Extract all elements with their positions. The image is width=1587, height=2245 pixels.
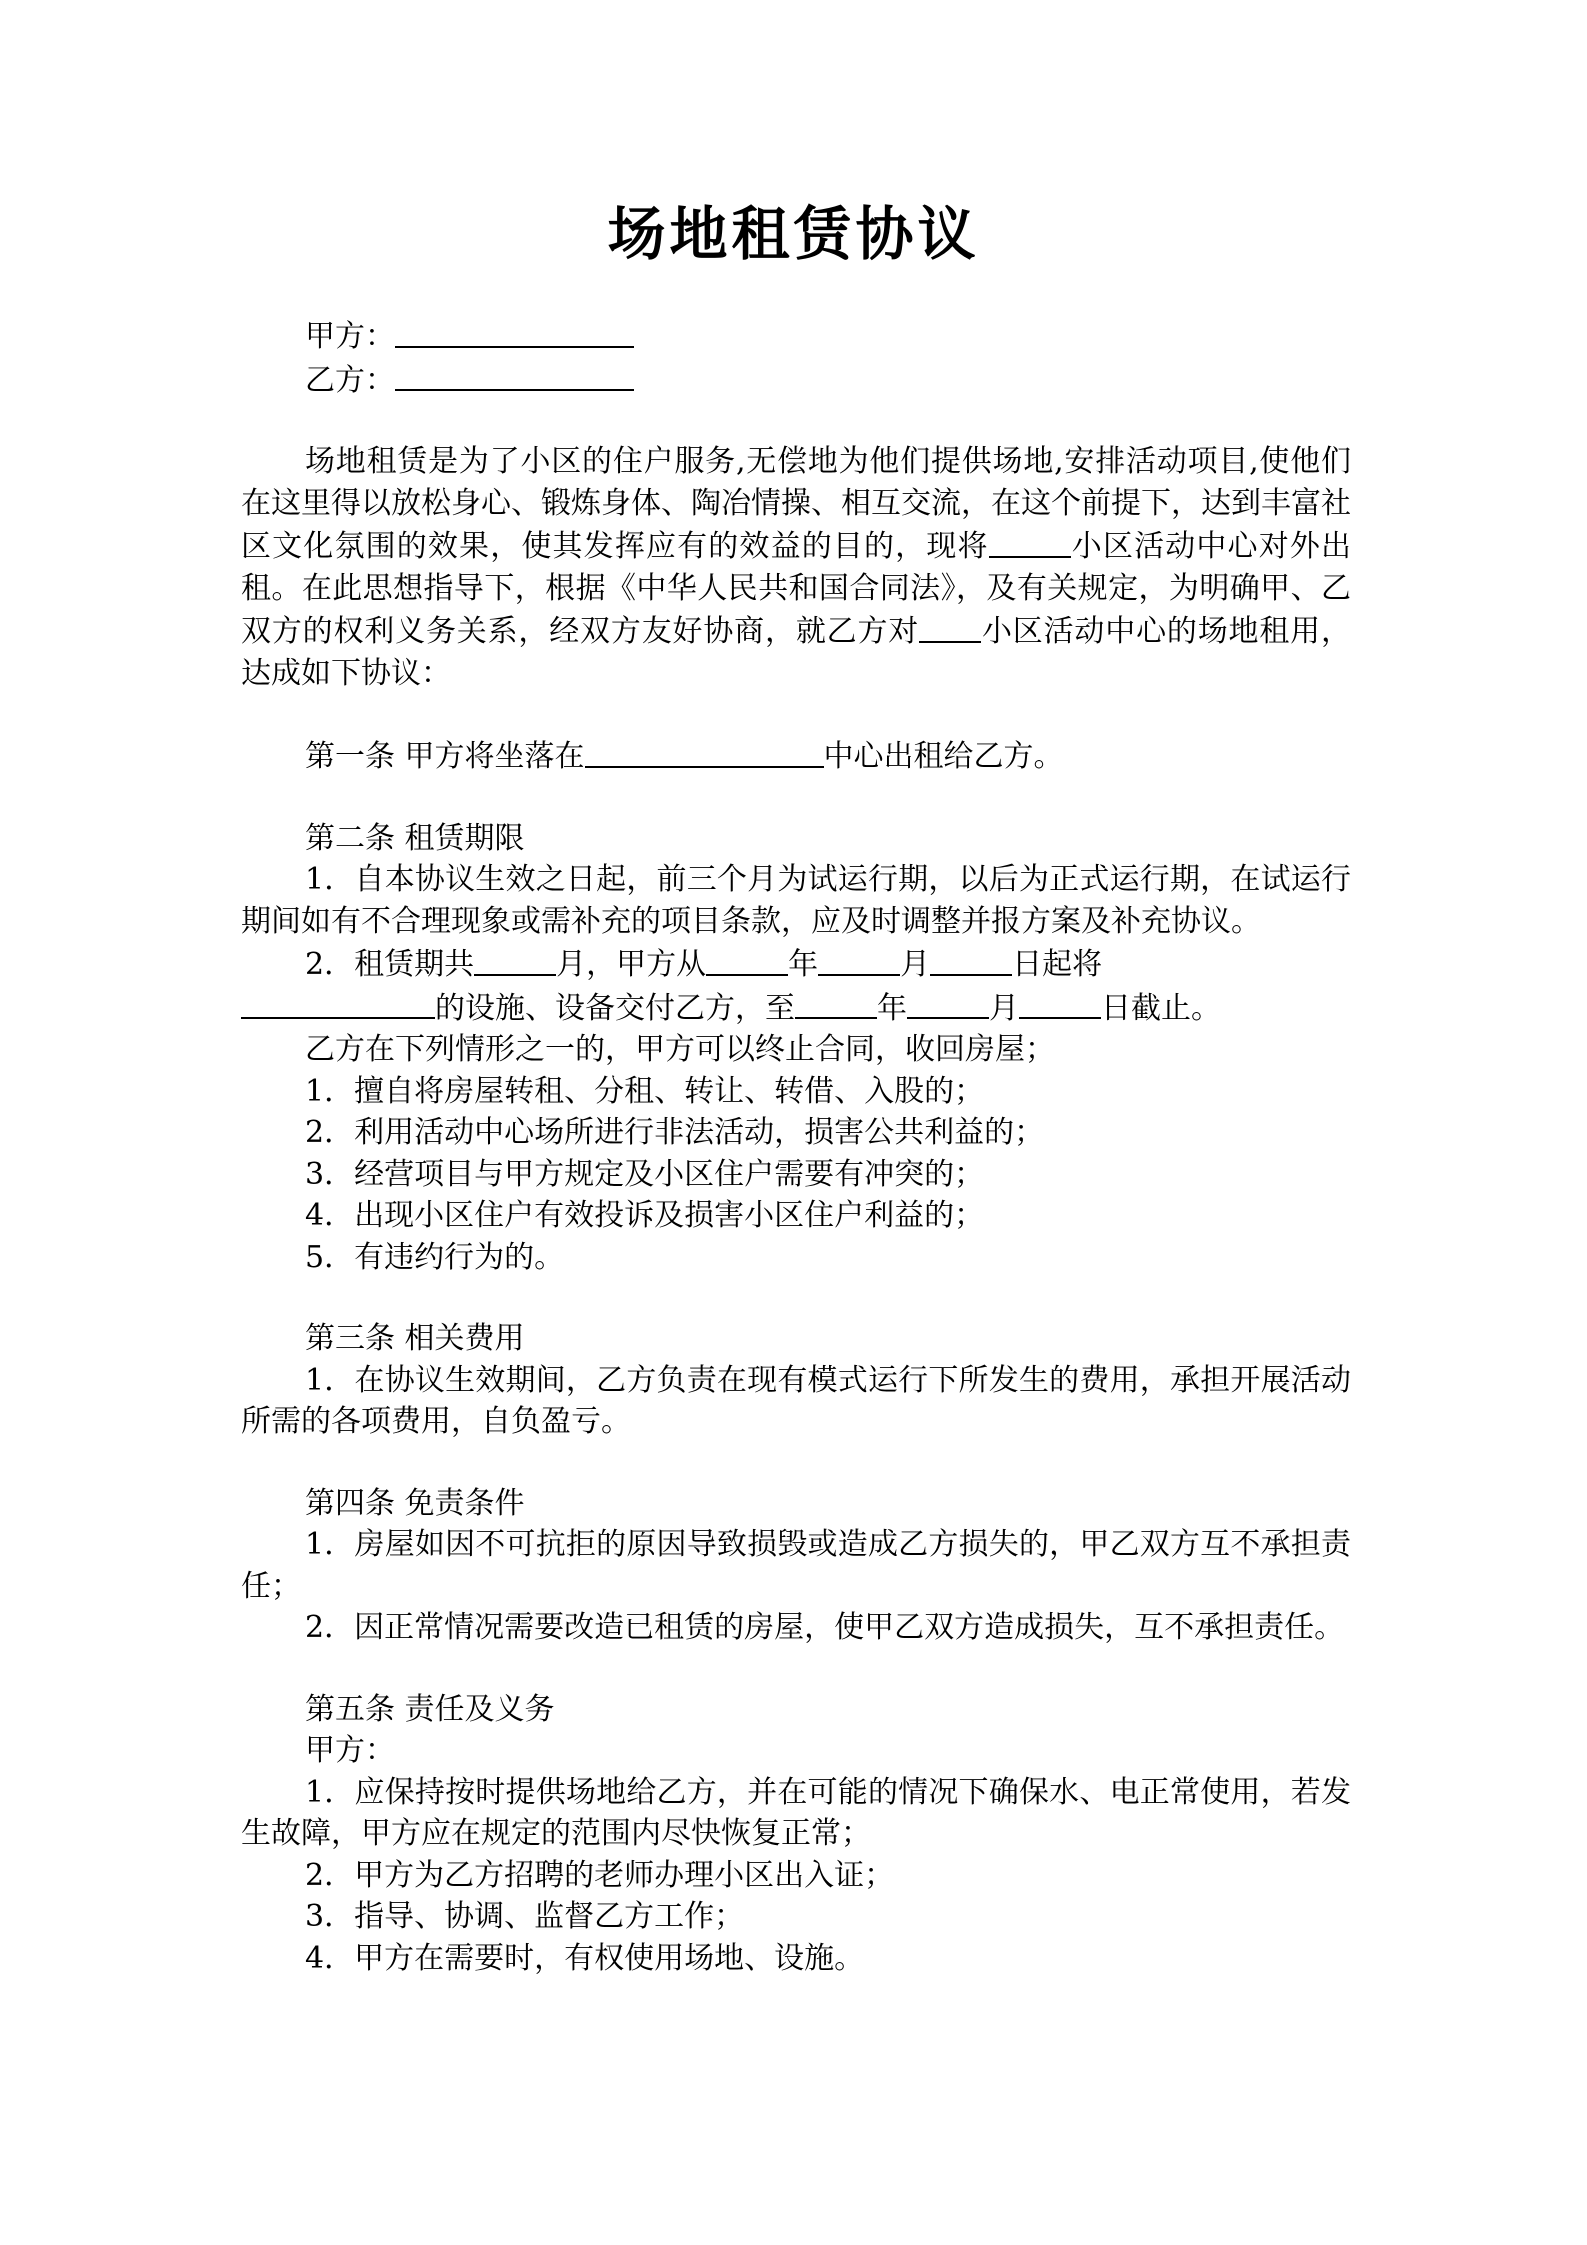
article4-item1: 1．房屋如因不可抗拒的原因导致损毁或造成乙方损失的，甲乙双方互不承担责任； bbox=[241, 1527, 1351, 1604]
spacer bbox=[241, 401, 1351, 441]
article2-termination-item: 1．擅自将房屋转租、分租、转让、转借、入股的； bbox=[305, 1073, 985, 1109]
article2-termination-item: 4．出现小区住户有效投诉及损害小区住户利益的； bbox=[305, 1198, 985, 1233]
article5-party-a-label: 甲方： bbox=[305, 1733, 395, 1768]
article2-item2-part4: 月 bbox=[900, 947, 931, 982]
article5-item: 4．甲方在需要时，有权使用场地、设施。 bbox=[305, 1940, 865, 1976]
intro-paragraph bbox=[241, 441, 1351, 694]
spacer bbox=[241, 1649, 1351, 1689]
article1-part2: 中心出租给乙方。 bbox=[823, 739, 1064, 774]
article2-termination-intro: 乙方在下列情形之一的，甲方可以终止合同，收回房屋； bbox=[305, 1032, 1055, 1067]
article2-heading: 第二条 租赁期限 bbox=[305, 820, 525, 856]
article2-blank-end-month bbox=[907, 986, 989, 1020]
article2-blank-end-year bbox=[795, 986, 877, 1020]
spacer bbox=[241, 1443, 1351, 1483]
party-b-label: 乙方： bbox=[305, 362, 395, 398]
article2-blank-end-day bbox=[1019, 986, 1101, 1020]
party-a-blank bbox=[395, 314, 634, 348]
article3-heading: 第三条 相关费用 bbox=[305, 1321, 525, 1356]
document-body bbox=[241, 314, 1351, 1979]
article2-item2 bbox=[241, 942, 1351, 1029]
article2-blank-start-month bbox=[818, 942, 900, 976]
article4-item2: 2．因正常情况需要改造已租赁的房屋，使甲乙双方造成损失，互不承担责任。 bbox=[305, 1610, 1345, 1645]
article2-termination-item: 3．经营项目与甲方规定及小区住户需要有冲突的； bbox=[305, 1156, 985, 1192]
article5-item: 1．应保持按时提供场地给乙方，并在可能的情况下确保水、电正常使用，若发生故障，甲方应在规定的范围内尽快恢复正常； bbox=[241, 1774, 1351, 1851]
party-a-line bbox=[241, 314, 1351, 358]
spacer bbox=[241, 778, 1351, 818]
article2-item2-part1: 2．租赁期共 bbox=[305, 947, 475, 982]
intro-part1: 场地租赁是为了小区的住户服务,无偿地为他们提供场地,安排活动项目,使他们在这里得以放松身心、锻炼身体、陶冶情操、相互交流，在这个前提下，达到丰富社区文化氛围的效果，使其发挥应有的效益的目的，现将 bbox=[241, 444, 1351, 564]
intro-part2: 小区活动中心对外出租。在此思想指导下，根据《中华人民共和国合同法》，及有关规定，为明确甲、乙双方的权利义务关系，经双方友好协商，就乙方对 bbox=[241, 529, 1352, 649]
intro-blank-1 bbox=[989, 524, 1071, 558]
article2-item2-part5: 日起将 bbox=[1012, 947, 1103, 982]
intro-blank-2 bbox=[919, 609, 981, 643]
article5-item: 2．甲方为乙方招聘的老师办理小区出入证； bbox=[305, 1857, 895, 1893]
article2-item2-part9: 日截止。 bbox=[1101, 990, 1221, 1026]
article2-item2-part6: 的设施、设备交付乙方，至 bbox=[435, 990, 795, 1026]
article5-item: 3．指导、协调、监督乙方工作； bbox=[305, 1899, 745, 1934]
intro-part3: 小区活动中心的场地租用，达成如下协议： bbox=[241, 614, 1352, 691]
article2-item2-part7: 年 bbox=[877, 990, 907, 1026]
article1-line bbox=[241, 734, 1351, 778]
article2-blank-start-year bbox=[706, 942, 788, 976]
article2-item1: 1．自本协议生效之日起，前三个月为试运行期，以后为正式运行期，在试运行期间如有不合理现象或需补充的项目条款，应及时调整并报方案及补充协议。 bbox=[241, 862, 1351, 939]
article1-part1: 第一条 甲方将坐落在 bbox=[305, 739, 585, 774]
article3-item1: 1．在协议生效期间，乙方负责在现有模式运行下所发生的费用，承担开展活动所需的各项费用，自负盈亏。 bbox=[241, 1362, 1351, 1439]
article2-termination-item: 5．有违约行为的。 bbox=[305, 1239, 565, 1275]
article2-blank-months bbox=[474, 942, 556, 976]
article2-item2-part3: 年 bbox=[788, 947, 819, 982]
spacer bbox=[241, 694, 1351, 734]
party-b-blank bbox=[395, 358, 634, 392]
article4-heading: 第四条 免责条件 bbox=[305, 1485, 525, 1521]
article2-termination-item: 2．利用活动中心场所进行非法活动，损害公共利益的； bbox=[305, 1115, 1045, 1150]
article1-blank bbox=[585, 734, 824, 768]
article2-blank-facility bbox=[241, 986, 435, 1020]
article5-heading: 第五条 责任及义务 bbox=[305, 1691, 555, 1727]
document-title: 场地租赁协议 bbox=[607, 200, 980, 268]
article2-item2-part2: 月，甲方从 bbox=[556, 947, 707, 982]
article2-blank-start-day bbox=[930, 942, 1012, 976]
spacer bbox=[241, 1278, 1351, 1318]
party-b-line bbox=[241, 358, 1351, 402]
article2-item2-part8: 月 bbox=[989, 990, 1019, 1026]
party-a-label: 甲方： bbox=[305, 319, 395, 354]
